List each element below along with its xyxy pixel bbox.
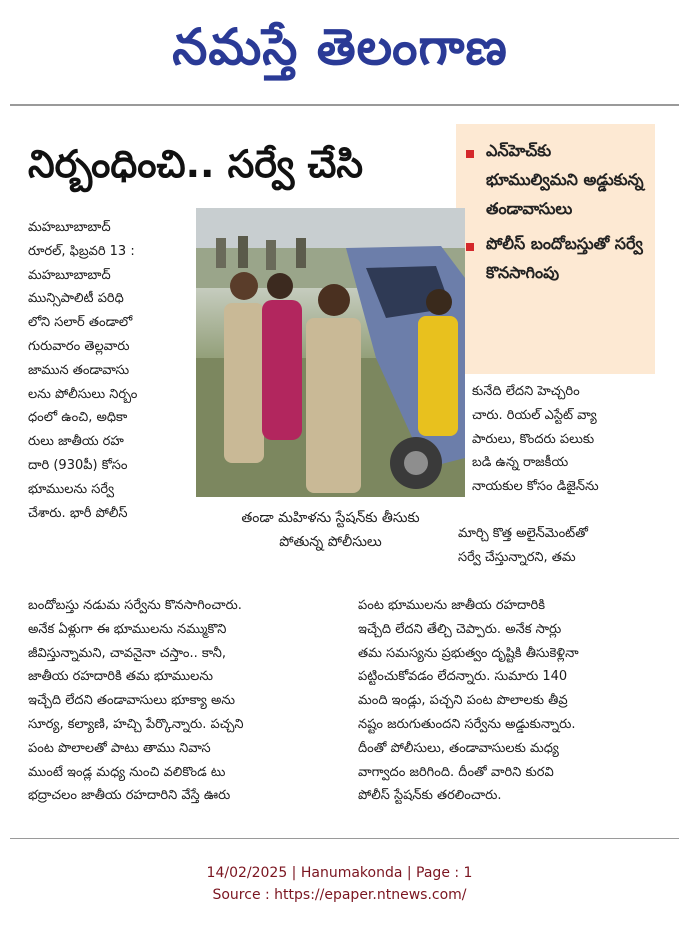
article-column-bottom-right <box>358 594 670 808</box>
text-line: పారులు, కొందరు పలుకు <box>472 431 595 447</box>
caption-line: తండా మహిళను స్టేషన్‌కు తీసుకు <box>241 510 420 526</box>
text-line: చారు. రియల్ ఎస్టేట్ వ్యా <box>472 407 597 423</box>
news-photo <box>196 208 465 497</box>
text-line: పట్టించుకోవడం లేదన్నారు. సుమారు 140 <box>358 669 568 685</box>
text-line: మార్చి కొత్త అలైన్‌మెంట్‌తో <box>458 526 588 541</box>
article-column-bottom-left <box>28 594 348 808</box>
text-line: మున్సిపాలిటీ పరిధి <box>28 291 124 307</box>
text-line: జాతీయ రహదారికి తమ భూములను <box>28 669 214 685</box>
article-column-left <box>28 216 188 525</box>
masthead-divider <box>10 104 679 106</box>
square-bullet-icon <box>466 243 474 251</box>
masthead <box>0 0 679 106</box>
text-line: లను పోలీసులు నిర్బం <box>28 386 138 402</box>
article-column-right-continued <box>458 522 670 570</box>
source-link[interactable]: Source : https://epaper.ntnews.com/ <box>212 887 467 903</box>
text-line: కునేది లేదని హెచ్చరిం <box>472 384 580 399</box>
text-line: నాయకుల కోసం డిజైన్‌ను <box>472 479 599 495</box>
text-line: దీంతో పోలీసులు, తండావాసులకు మధ్య <box>358 740 559 756</box>
highlight-text: పోలీస్ బందోబస్తుతో సర్వే కొనసాగింపు <box>486 234 643 282</box>
text-line: మహబూబాబాద్ <box>28 220 111 235</box>
page-footer <box>0 862 679 906</box>
highlight-item <box>466 229 647 287</box>
highlight-text: ఎన్‌హెచ్‌కు భూముల్విమని అడ్డుకున్న తండావాసులు <box>486 141 644 218</box>
text-line: గురువారం తెల్లవారు <box>28 338 130 354</box>
text-line: ఇచ్చేది లేదని తండావాసులు భూక్యా అను <box>28 693 236 709</box>
text-line: నష్టం జరుగుతుందని సర్వేను అడ్డుకున్నారు. <box>358 716 576 732</box>
text-line: దారి (930పీ) కోసం <box>28 457 128 473</box>
newspaper-logo: నమస్తే తెలంగాణ <box>172 17 508 76</box>
square-bullet-icon <box>466 150 474 158</box>
text-line: భద్రాచలం జాతీయ రహదారిని వేస్తే ఊరు <box>28 788 231 804</box>
text-line: చేశారు. భారీ పోలీస్ <box>28 505 128 521</box>
text-line: ముంటే ఇండ్ల మధ్య నుంచి వలికొండ టు <box>28 764 226 780</box>
article-column-right-top <box>472 380 660 499</box>
text-line: సూర్య, కల్యాణి, హచ్చి పేర్కొన్నారు. పచ్చని <box>28 716 244 732</box>
caption-line: పోతున్న పోలీసులు <box>279 534 382 550</box>
text-line: జీవిస్తున్నామని, చావనైనా చస్తాం.. కానీ, <box>28 645 226 661</box>
text-line: వాగ్వాదం జరిగింది. దీంతో వారిని కురవి <box>358 764 554 780</box>
highlight-item <box>466 136 647 223</box>
text-line: సర్వే చేస్తున్నారని, తమ <box>458 549 576 565</box>
text-line: బడి ఉన్న రాజకీయ <box>472 455 569 471</box>
text-line: అనేక ఏళ్లుగా ఈ భూములను నమ్ముకొని <box>28 621 227 637</box>
text-line: ధంలో ఉంచి, అధికా <box>28 410 128 426</box>
edition-info: 14/02/2025 | Hanumakonda | Page : 1 <box>206 865 473 881</box>
text-line: తమ సమస్యను ప్రభుత్వం దృష్టికి తీసుకెళ్లినా <box>358 645 579 661</box>
text-line: లోని సలార్ తండాలో <box>28 315 133 331</box>
text-line: రూరల్, ఫిబ్రవరి 13 : <box>28 243 135 259</box>
text-line: రులు జాతీయ రహ <box>28 434 124 450</box>
photo-caption <box>196 506 465 554</box>
text-line: మహబూబాబాద్ <box>28 267 111 283</box>
text-line: పంట భూములను జాతీయ రహదారికి <box>358 598 546 613</box>
text-line: జామున తండావాసు <box>28 362 130 378</box>
text-line: మంది ఇండ్లు, పచ్చని పంట పొలాలకు తీవ్ర <box>358 693 568 709</box>
highlights-box <box>456 124 655 374</box>
police-survey-photo-illustration <box>196 208 465 497</box>
article-headline: నిర్బంధించి.. సర్వే చేసి <box>28 142 364 186</box>
text-line: భూములను సర్వే <box>28 481 115 497</box>
footer-divider <box>10 838 679 839</box>
text-line: ఇచ్చేది లేదని తేల్చి చెప్పారు. అనేక సార్లు <box>358 621 562 637</box>
text-line: పోలీస్ స్టేషన్‌కు తరలించారు. <box>358 788 502 804</box>
text-line: పంట పొలాలతో పాటు తాము నివాస <box>28 740 211 756</box>
text-line: బందోబస్తు నడుమ సర్వేను కొనసాగించారు. <box>28 598 242 613</box>
